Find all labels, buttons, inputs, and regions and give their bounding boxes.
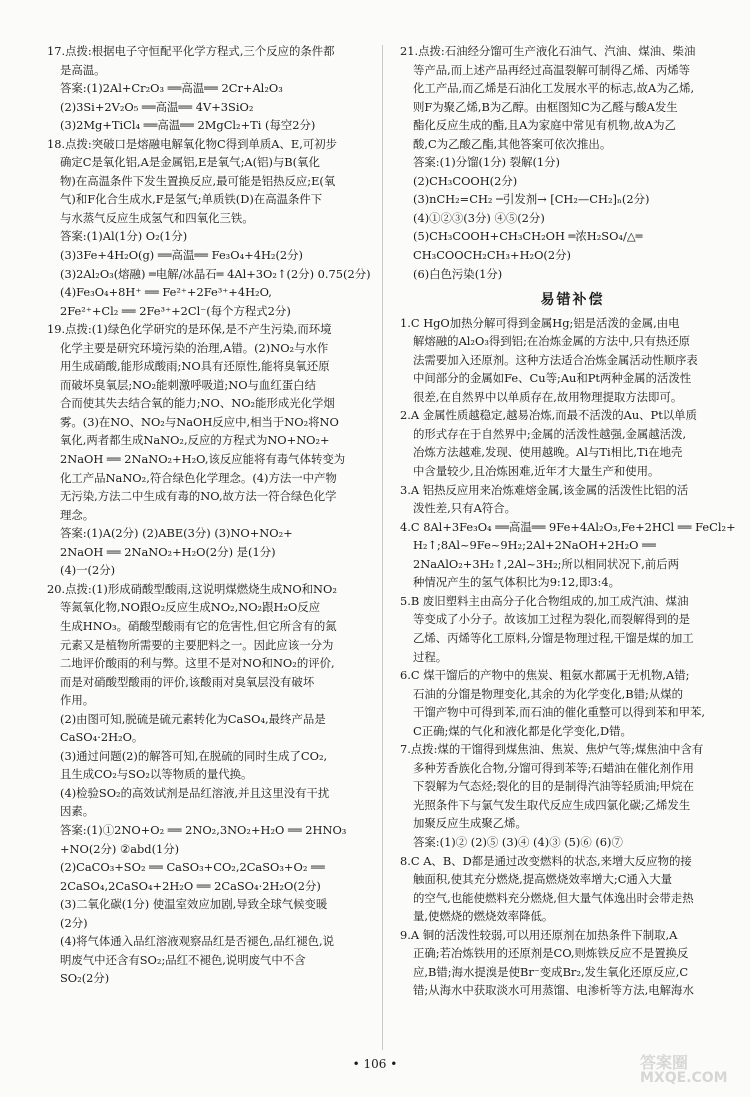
text-line: SO₂(2分) [60, 971, 110, 986]
text-line: 冶炼方法越难,发现、使用越晚。Al与Ti相比,Ti在地壳 [413, 445, 683, 460]
text-line: 答案:(1)分馏(1分) 裂解(1分) [413, 155, 560, 170]
text-line: 泼性差,只有A符合。 [413, 501, 516, 516]
text-line: 3.A 铝热反应用来冶炼难熔金属,该金属的活泼性比铝的活 [400, 482, 689, 497]
text-line: (2)由图可知,脱硫是硫元素转化为CaSO₄,最终产品是 [60, 711, 326, 726]
text-line: (6)白色污染(1分) [413, 266, 503, 281]
text-line: 9.A 铜的活泼性较弱,可以用还原剂在加热条件下制取,A [400, 927, 678, 942]
text-line: 过程。 [413, 649, 448, 664]
text-line: 中含量较少,且冶炼困难,近年才大量生产和使用。 [413, 464, 660, 479]
text-line: 下裂解为气态烃;裂化的目的是制得汽油等轻质油;甲烷在 [413, 779, 695, 794]
watermark-site: MXQE.COM [640, 1070, 728, 1086]
text-line: 答案:(1)A(2分) (2)ABE(3分) (3)NO+NO₂+ [60, 526, 293, 541]
text-line: C正确;煤的气化和液化都是化学变化,D错。 [413, 723, 632, 738]
text-line: 且生成CO₂与SO₂以等物质的量代换。 [60, 767, 253, 782]
text-line: 答案:(1)Al(1分) O₂(1分) [60, 229, 188, 244]
text-line: (3)通过问题(2)的解答可知,在脱硫的同时生成了CO₂, [60, 748, 328, 763]
text-line: (5)CH₃COOH+CH₃CH₂OH ═浓H₂SO₄/△═ [413, 229, 643, 244]
text-line: 中间部分的金属如Fe、Cu等;Au和Pt两种金属的活泼性 [413, 371, 692, 386]
text-line: 法需要加入还原剂。这种方法适合冶炼金属活动性顺序表 [413, 352, 698, 367]
text-line: 合而使其失去结合氧的能力;NO、NO₂能形成光化学烟 [60, 396, 335, 411]
text-line: 答案:(1)② (2)⑤ (3)④ (4)③ (5)⑥ (6)⑦ [413, 834, 623, 849]
text-line: 加聚反应生成聚乙烯。 [413, 816, 527, 831]
text-line: 等氮氧化物,NO跟O₂反应生成NO₂,NO₂跟H₂O反应 [60, 600, 321, 615]
text-line: 17.点拨:根据电子守恒配平化学方程式,三个反应的条件都 [47, 44, 335, 58]
text-line: 错;从海水中获取淡水可用蒸馏、电渗析等方法,电解海水 [413, 983, 694, 998]
text-line: 2NaOH ══ 2NaNO₂+H₂O(2分) 是(1分) [60, 544, 276, 559]
text-line: 2NaOH ══ 2NaNO₂+H₂O,该反应能将有毒气体转变为 [60, 452, 346, 467]
watermark-logo [640, 1050, 740, 1090]
text-line: 与水蒸气反应生成氢气和四氧化三铁。 [60, 210, 254, 225]
text-line: (4)①②③(3分) ④⑤(2分) [413, 210, 545, 225]
text-line: 酯化反应生成的酯,且A为家庭中常见有机物,故A为乙 [413, 118, 676, 133]
text-line: 则F为聚乙烯,B为乙醇。由框图知C为乙醛与酸A发生 [413, 99, 678, 114]
text-line: (4)检验SO₂的高效试剂是品红溶液,并且这里没有干扰 [60, 785, 330, 800]
text-line: 作用。 [60, 693, 95, 708]
text-line: 答案:(1)①2NO+O₂ ══ 2NO₂,3NO₂+H₂O ══ 2HNO₃ [60, 822, 347, 837]
text-line: 化学主要是研究环境污染的治理,A错。(2)NO₂与水作 [60, 340, 329, 355]
text-line: (2)3Si+2V₂O₅ ══高温══ 4V+3SiO₂ [60, 99, 254, 114]
text-line: 很差,在自然界中以单质存在,故用物理提取方法即可。 [413, 389, 683, 404]
text-line: 气)和F化合生成水,F是氢气;单质铁(D)在高温条件下 [60, 192, 323, 207]
right-column [400, 42, 745, 1052]
column-divider [382, 45, 383, 1050]
text-line: (4)将气体通入品红溶液观察品红是否褪色,品红褪色,说 [60, 934, 334, 949]
section-title: 易错补偿 [540, 292, 605, 309]
text-line: 量,使燃烧的燃烧效率降低。 [413, 909, 554, 924]
text-line: 21.点拨:石油经分馏可生产液化石油气、汽油、煤油、柴油 [400, 44, 696, 58]
text-line: 2Fe²⁺+Cl₂ ══ 2Fe³⁺+2Cl⁻(每个方程式2分) [60, 303, 291, 318]
text-line: +NO(2分) ②abd(1分) [60, 841, 180, 856]
text-line: 7.点拨:煤的干馏得到煤焦油、焦炭、焦炉气等;煤焦油中含有 [400, 742, 704, 757]
text-line: 确定C是氧化铝,A是金属铝,E是氧气;A(铝)与B(氧化 [60, 155, 320, 170]
text-line: 2CaSO₄,2CaSO₄+2H₂O ══ 2CaSO₄·2H₂O(2分) [60, 878, 321, 893]
text-line: 解熔融的Al₂O₃得到铝;在冶炼金属的方法中,只有热还原 [413, 334, 691, 349]
text-line: 干馏产物中可得到苯,而石油的催化重整可以得到苯和甲苯, [413, 705, 706, 720]
left-column [47, 42, 392, 1052]
text-line: 乙烯、丙烯等化工原料,分馏是物理过程,干馏是煤的加工 [413, 630, 694, 645]
error-compensation-block [400, 314, 745, 1000]
text-line: 正确;若冶炼铁用的还原剂是CO,则炼铁反应不是置换反 [413, 946, 689, 961]
question-21-block [400, 42, 745, 283]
text-line: 的形式存在于自然界中;金属的活泼性越强,金属越活泼, [413, 426, 687, 441]
page-number: • 106 • [352, 1057, 398, 1071]
text-line: 种情况产生的氢气体积比为9:12,即3:4。 [413, 575, 621, 590]
text-line: 5.B 废旧塑料主由高分子化合物组成的,加工成汽油、煤油 [400, 593, 689, 608]
text-line: 4.C 8Al+3Fe₃O₄ ══高温══ 9Fe+4Al₂O₃,Fe+2HCl ══ FeCl₂+ [400, 519, 736, 534]
text-line: 酸,C为乙酸乙酯,其他答案可依次推出。 [413, 136, 612, 151]
text-line: 等产品,而上述产品再经过高温裂解可制得乙烯、丙烯等 [413, 62, 690, 77]
text-line: 石油的分馏是物理变化,其余的为化学变化,B错;从煤的 [413, 686, 684, 701]
text-line: 用生成硝酸,能形成酸雨;NO具有还原性,能将臭氧还原 [60, 359, 330, 374]
text-line: 18.点拨:突破口是熔融电解氧化物C得到单质A、E,可初步 [47, 136, 338, 151]
text-line: 光照条件下与氯气发生取代反应生成四氯化碳;乙烯发生 [413, 797, 691, 812]
text-line: (4)Fe₃O₄+8H⁺ ══ Fe²⁺+2Fe³⁺+4H₂O, [60, 285, 272, 300]
text-line: 无污染,方法二中生成有毒的NO,故方法一符合绿色化学 [60, 489, 337, 504]
text-line: 化工产品,而乙烯是石油化工发展水平的标志,故A为乙烯, [413, 81, 695, 96]
text-line: 19.点拨:(1)绿色化学研究的是环保,是不产生污染,而环境 [47, 322, 332, 337]
text-line: 8.C A、B、D都是通过改变燃料的状态,来增大反应物的接 [400, 853, 692, 868]
text-line: 明废气中还含有SO₂;品红不褪色,说明废气中不含 [60, 952, 306, 967]
text-line: 应,B错;海水提溴是使Br⁻变成Br₂,发生氧化还原反应,C [413, 964, 689, 979]
text-line: 答案:(1)2Al+Cr₂O₃ ══高温══ 2Cr+Al₂O₃ [60, 81, 283, 96]
text-line: (4)一(2分) [60, 563, 116, 578]
text-line: 二地评价酸雨的利与弊。这里不是对NO和NO₂的评价, [60, 656, 335, 671]
text-line: (3)2Al₂O₃(熔融) ═电解/冰晶石═ 4Al+3O₂↑(2分) 0.75(2分) [60, 266, 371, 281]
text-line: 多种芳香族化合物,分馏可得到苯等;石蜡油在催化剂作用 [413, 760, 694, 775]
text-line: (3)nCH₂=CH₂ ─引发剂→ [CH₂—CH₂]ₙ(2分) [413, 192, 650, 207]
text-line: 而是对硝酸型酸雨的评价,该酸雨对臭氧层没有破坏 [60, 674, 315, 689]
text-line: 6.C 煤干馏后的产物中的焦炭、粗氨水都属于无机物,A错; [400, 668, 690, 683]
text-line: 雾。(3)在NO、NO₂与NaOH反应中,相当于NO₂将NO [60, 414, 339, 429]
text-line: 元素又是植物所需要的主要肥料之一。因此应该一分为 [60, 637, 334, 652]
text-line: 1.C HgO加热分解可得到金属Hg;铝是活泼的金属,由电 [400, 315, 680, 330]
watermark-text: 答案圈 [640, 1053, 689, 1072]
text-line: H₂↑;8Al~9Fe~9H₂;2Al+2NaOH+2H₂O ══ [413, 538, 656, 553]
text-line: (2分) [60, 915, 88, 930]
text-line: (3)2Mg+TiCl₄ ══高温══ 2MgCl₂+Ti (每空2分) [60, 118, 316, 133]
text-line: 氧化,两者都生成NaNO₂,反应的方程式为NO+NO₂+ [60, 433, 330, 448]
text-line: 等变成了小分子。故该加工过程为裂化,而裂解得到的是 [413, 612, 690, 627]
text-line: 触面积,使其充分燃烧,提高燃烧效率增大;C通入大量 [413, 872, 672, 887]
text-line: CH₃COOCH₂CH₃+H₂O(2分) [413, 248, 571, 263]
text-line: 因素。 [60, 804, 95, 819]
text-line: 物)在高温条件下发生置换反应,最可能是铝热反应;E(氧 [60, 173, 336, 188]
text-line: CaSO₄·2H₂O。 [60, 730, 144, 745]
text-line: (2)CaCO₃+SO₂ ══ CaSO₃+CO₂,2CaSO₃+O₂ ══ [60, 860, 325, 875]
text-line: 2.A 金属性质越稳定,越易冶炼,而最不活泼的Au、Pt以单质 [400, 408, 697, 423]
text-line: 理念。 [60, 507, 95, 522]
text-line: (2)CH₃COOH(2分) [413, 173, 518, 188]
text-line: (3)3Fe+4H₂O(g) ══高温══ Fe₃O₄+4H₂(2分) [60, 248, 303, 263]
text-line: 化工产品NaNO₂,符合绿色化学理念。(4)方法一中产物 [60, 470, 337, 485]
text-line: 2NaAlO₂+3H₂↑,2Al~3H₂;所以相同状况下,前后两 [413, 556, 680, 571]
text-line: 20.点拨:(1)形成硝酸型酸雨,这说明煤燃烧生成NO和NO₂ [47, 581, 337, 596]
text-line: 而破坏臭氧层;NO₂能刺激呼吸道;NO与血红蛋白结 [60, 377, 316, 392]
text-line: 是高温。 [60, 62, 106, 77]
text-line: (3)二氧化碳(1分) 使温室效应加剧,导致全球气候变暖 [60, 897, 328, 912]
text-line: 生成HNO₃。硝酸型酸雨有它的危害性,但它所含有的氮 [60, 618, 337, 633]
text-line: 的空气,也能使燃料充分燃烧,但大量气体逸出时会带走热 [413, 890, 694, 905]
